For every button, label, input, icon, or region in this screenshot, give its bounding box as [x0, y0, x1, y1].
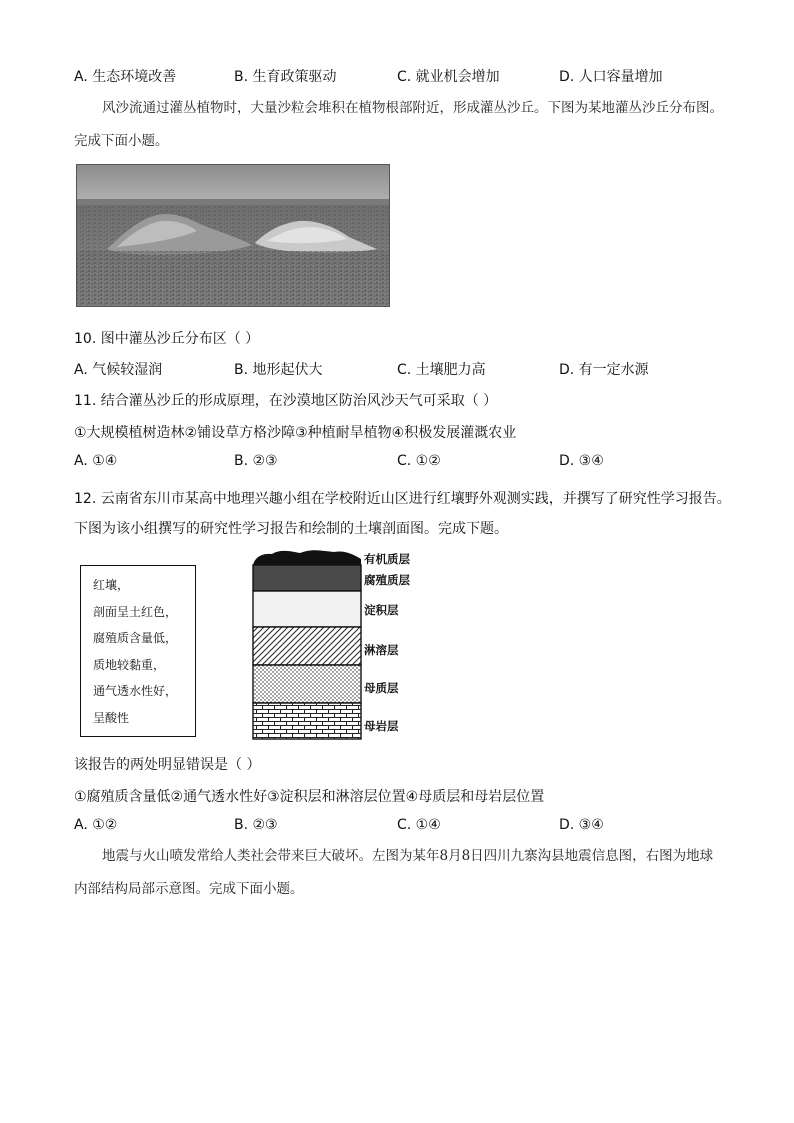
q9-option-b[interactable]: B. 生育政策驱动: [234, 69, 337, 85]
soil-label-organic: 有机质层: [364, 552, 410, 566]
soil-layer-illuvial: [253, 591, 361, 627]
soil-layer-bedrock: [253, 703, 361, 739]
q11-option-d[interactable]: D. ③④: [559, 453, 604, 469]
q9-option-d[interactable]: D. 人口容量增加: [559, 69, 663, 85]
q10-option-d[interactable]: D. 有一定水源: [559, 362, 649, 378]
q9-option-c[interactable]: C. 就业机会增加: [397, 69, 500, 85]
report-line: 呈酸性: [93, 710, 130, 725]
q9-option-a[interactable]: A. 生态环境改善: [74, 69, 177, 85]
soil-label-bedrock: 母岩层: [364, 719, 399, 733]
passage-shrub-dunes: 风沙流通过灌丛植物时，大量沙粒会堆积在植物根部附近，形成灌丛沙丘。下图为某地灌丛沙丘分布图。完成下面小题。: [74, 100, 723, 149]
soil-layer-humus: [253, 565, 361, 591]
research-report-box: [80, 565, 196, 737]
q10-stem: 10. 图中灌丛沙丘分布区（ ）: [74, 331, 260, 347]
report-line: 剖面呈土红色，: [93, 604, 178, 619]
soil-layer-eluvial: [253, 627, 361, 665]
soil-profile-diagram: [250, 545, 364, 741]
q11-options: [74, 453, 734, 473]
soil-label-eluvial: 淋溶层: [364, 643, 399, 657]
report-line: 腐殖质含量低，: [93, 631, 178, 645]
shrub-dune-photo-svg: [77, 165, 389, 306]
q12-option-b[interactable]: B. ②③: [234, 817, 278, 833]
q11-option-b[interactable]: B. ②③: [234, 453, 278, 469]
q10-option-b[interactable]: B. 地形起伏大: [234, 362, 323, 378]
q9-options: [74, 66, 734, 86]
q11-option-a[interactable]: A. ①④: [74, 453, 118, 469]
q12-question: 该报告的两处明显错误是（ ）: [74, 757, 261, 773]
soil-label-humus: 腐殖质层: [364, 573, 410, 587]
report-line: 红壤，: [93, 578, 130, 592]
q11-items: ①大规模植树造林②铺设草方格沙障③种植耐旱植物④积极发展灌溉农业: [74, 425, 517, 441]
report-line: 质地较黏重，: [93, 657, 166, 672]
q12-options: [74, 817, 734, 837]
q11-stem: 11. 结合灌丛沙丘的形成原理，在沙漠地区防治风沙天气可采取（ ）: [74, 393, 498, 409]
q12-option-c[interactable]: C. ①④: [397, 817, 441, 833]
passage-earthquake: 地震与火山喷发常给人类社会带来巨大破坏。左图为某年8月8日四川九寨沟县地震信息图，右图为地球内部结构局部示意图。完成下面小题。: [74, 848, 714, 897]
soil-label-parent-material: 母质层: [364, 681, 399, 695]
soil-label-illuvial: 淀积层: [364, 603, 399, 617]
soil-layer-organic: [253, 550, 361, 565]
q12-option-a[interactable]: A. ①②: [74, 817, 118, 833]
q10-option-a[interactable]: A. 气候较湿润: [74, 362, 163, 378]
q10-options: [74, 359, 734, 379]
q12-items: ①腐殖质含量低②通气透水性好③淀积层和淋溶层位置④母质层和母岩层位置: [74, 789, 545, 805]
soil-layer-parent-material: [253, 665, 361, 703]
shrub-dune-photo: [76, 164, 390, 307]
q12-option-d[interactable]: D. ③④: [559, 817, 604, 833]
report-line: 通气透水性好，: [93, 684, 178, 698]
q10-option-c[interactable]: C. 土壤肥力高: [397, 362, 486, 378]
q12-stem: 12. 云南省东川市某高中地理兴趣小组在学校附近山区进行红壤野外观测实践，并撰写了研究性学习报告。下图为该小组撰写的研究性学习报告和绘制的土壤剖面图。完成下题。: [74, 491, 731, 537]
q11-option-c[interactable]: C. ①②: [397, 453, 441, 469]
